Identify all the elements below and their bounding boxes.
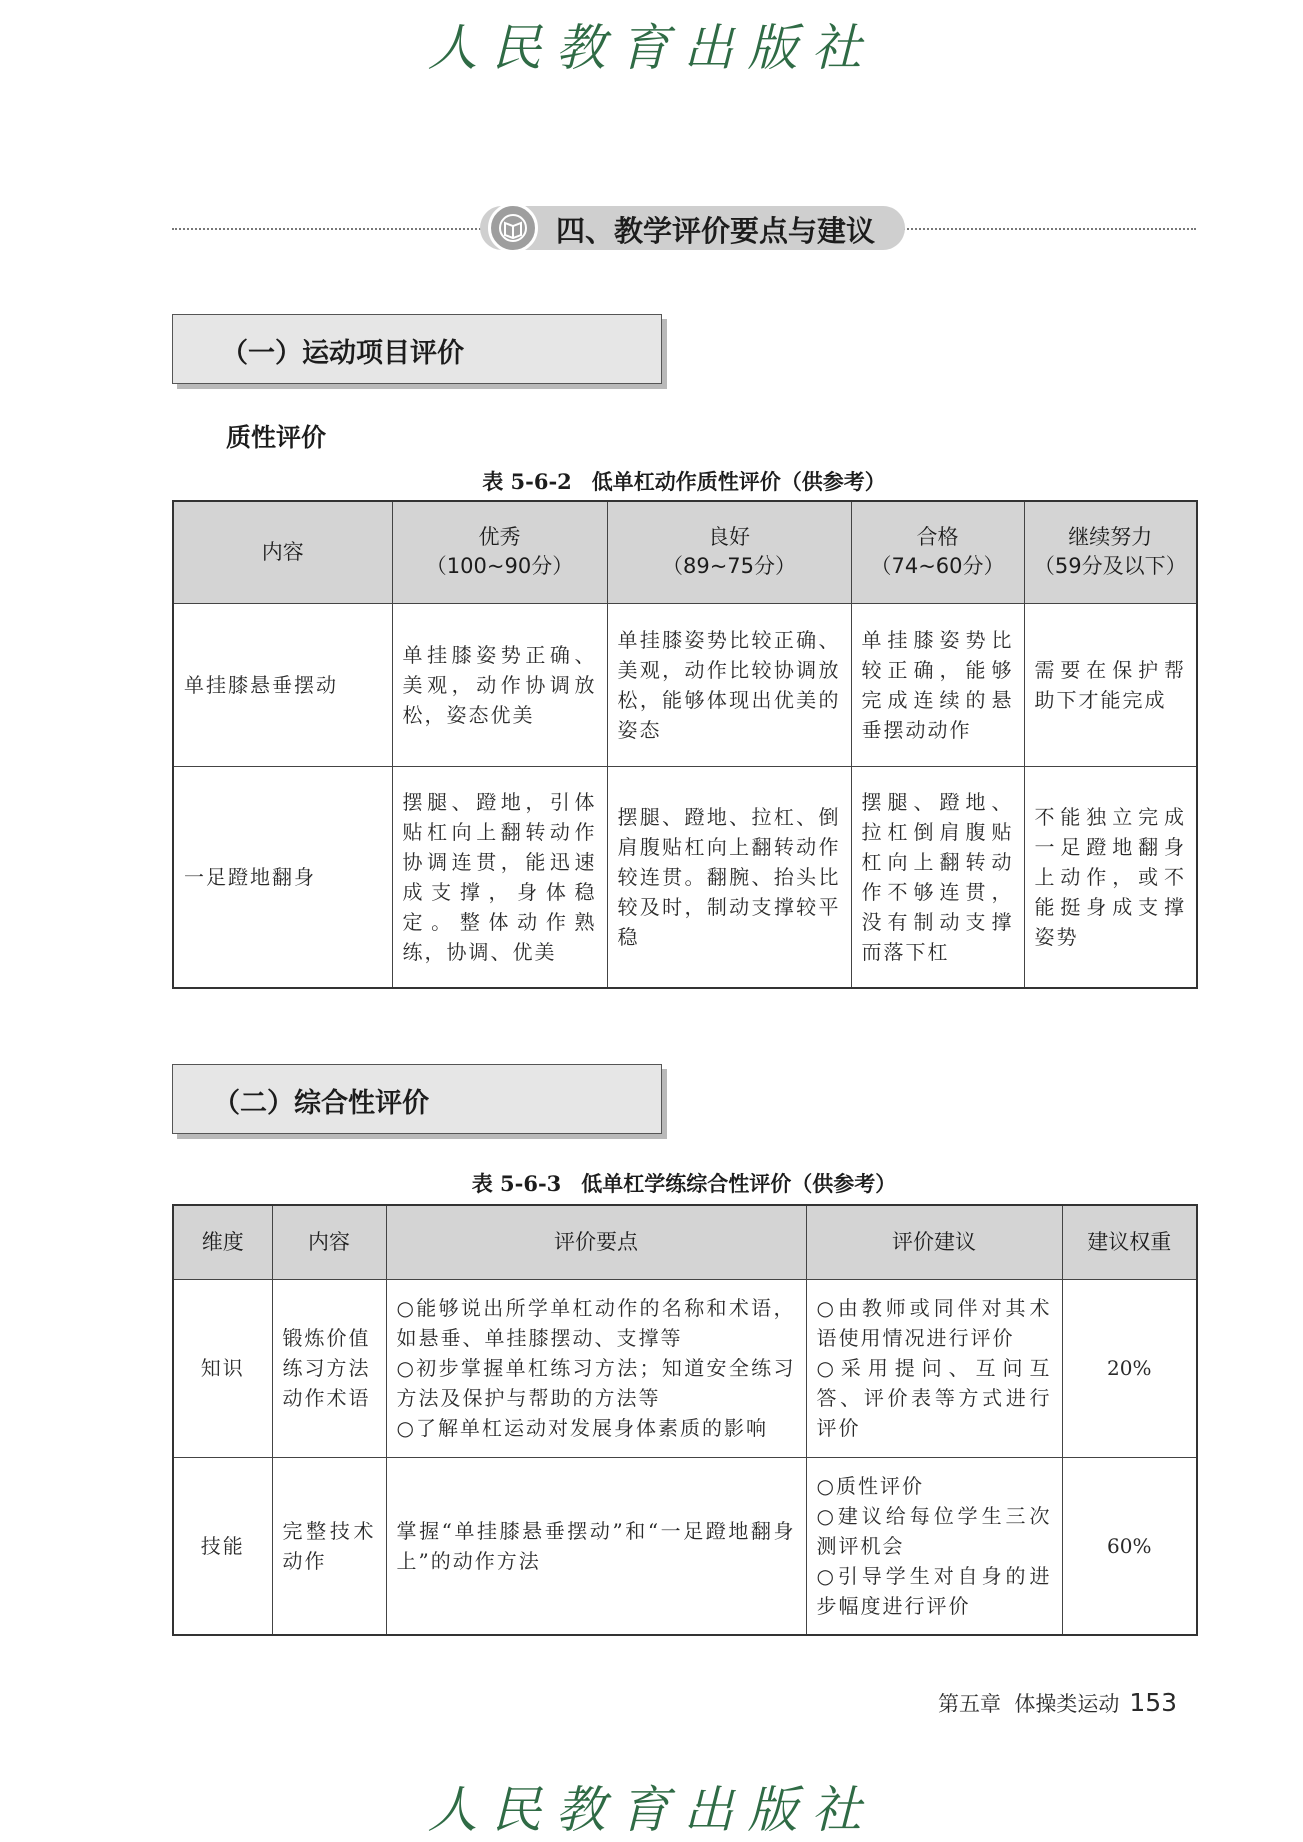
header-label: 良好 xyxy=(708,525,750,550)
subsection-title: （一）运动项目评价 xyxy=(221,338,464,369)
book-icon xyxy=(488,203,538,253)
table-caption xyxy=(172,466,1196,496)
content-cell: 锻炼价值 练习方法 动作术语 xyxy=(272,1279,386,1457)
header-cell: 建议权重 xyxy=(1062,1205,1197,1279)
header-cell: 评价建议 xyxy=(806,1205,1062,1279)
page-number: 153 xyxy=(1129,1688,1178,1717)
pass-cell: 摆腿、蹬地、拉杠倒肩腹贴杠向上翻转动作不够连贯，没有制动支撑而落下杠 xyxy=(851,766,1024,988)
header-score-range: （100~90分） xyxy=(425,554,574,579)
pass-cell: 单挂膝姿势比较正确，能够完成连续的悬垂摆动动作 xyxy=(851,603,1024,766)
excellent-cell: 摆腿、蹬地，引体贴杠向上翻转动作协调连贯，能迅速成支撑，身体稳定。整体动作熟练，协调、优美 xyxy=(392,766,607,988)
suggestions-cell: ○质性评价 ○建议给每位学生三次测评机会 ○引导学生对自身的进步幅度进行评价 xyxy=(806,1457,1062,1635)
good-cell: 摆腿、蹬地、拉杠、倒肩腹贴杠向上翻转动作较连贯。翻腕、抬头比较及时，制动支撑较平稳 xyxy=(607,766,851,988)
header-score-range: （74~60分） xyxy=(870,554,1005,579)
header-label: 优秀 xyxy=(478,525,521,550)
publisher-logo-bottom: 人民教育出版社 xyxy=(427,1781,876,1839)
dimension-cell: 知识 xyxy=(173,1279,272,1457)
weight-cell: 60% xyxy=(1062,1457,1197,1635)
points-cell: ○能够说出所学单杠动作的名称和术语，如悬垂、单挂膝摆动、支撑等 ○初步掌握单杠练习方法；知道安全练习方法及保护与帮助的方法等 ○了解单杠运动对发展身体素质的影响 xyxy=(386,1279,806,1457)
content-cell: 完整技术动作 xyxy=(272,1457,386,1635)
table-header-row xyxy=(173,1205,1197,1279)
table-row xyxy=(173,1457,1197,1635)
effort-cell: 需要在保护帮助下才能完成 xyxy=(1024,603,1197,766)
header-cell xyxy=(173,501,392,603)
section-title: 四、教学评价要点与建议 xyxy=(556,214,876,248)
points-cell: 掌握“单挂膝悬垂摆动”和“一足蹬地翻身上”的动作方法 xyxy=(386,1457,806,1635)
header-label: 内容 xyxy=(261,539,304,564)
table-row xyxy=(173,766,1197,988)
subsection-header-sport-evaluation xyxy=(172,314,662,384)
suggestions-cell: ○由教师或同伴对其术语使用情况进行评价 ○采用提问、互问互答、评价表等方式进行评价 xyxy=(806,1279,1062,1457)
qualitative-heading: 质性评价 xyxy=(226,423,327,452)
table-title: 低单杠动作质性评价（供参考） xyxy=(591,470,886,494)
header-cell xyxy=(851,501,1024,603)
header-cell xyxy=(607,501,851,603)
header-score-range: （59分及以下） xyxy=(1033,554,1187,579)
header-cell xyxy=(392,501,607,603)
good-cell: 单挂膝姿势比较正确、美观，动作比较协调放松，能够体现出优美的姿态 xyxy=(607,603,851,766)
dimension-cell: 技能 xyxy=(173,1457,272,1635)
subsection-header-comprehensive-evaluation xyxy=(172,1064,662,1134)
excellent-cell: 单挂膝姿势正确、美观，动作协调放松，姿态优美 xyxy=(392,603,607,766)
table-header-row xyxy=(173,501,1197,603)
weight-cell: 20% xyxy=(1062,1279,1197,1457)
header-label: 合格 xyxy=(916,525,959,550)
table-row xyxy=(173,603,1197,766)
subsection-title: （二）综合性评价 xyxy=(213,1088,429,1119)
header-cell: 评价要点 xyxy=(386,1205,806,1279)
table-number: 表 5-6-2 xyxy=(482,469,572,494)
publisher-logo-top: 人民教育出版社 xyxy=(427,19,876,77)
header-cell xyxy=(1024,501,1197,603)
content-cell: 一足蹬地翻身 xyxy=(173,766,392,988)
table-number: 表 5-6-3 xyxy=(471,1171,562,1196)
comprehensive-evaluation-table xyxy=(172,1204,1198,1636)
effort-cell: 不能独立完成一足蹬地翻身上动作，或不能挺身成支撑姿势 xyxy=(1024,766,1197,988)
table-title: 低单杠学练综合性评价（供参考） xyxy=(581,1172,897,1196)
table-row xyxy=(173,1279,1197,1457)
content-cell: 单挂膝悬垂摆动 xyxy=(173,603,392,766)
chapter-number: 第五章 xyxy=(938,1692,1001,1716)
qualitative-evaluation-table xyxy=(172,500,1198,989)
chapter-title: 体操类运动 xyxy=(1014,1692,1120,1716)
header-score-range: （89~75分） xyxy=(661,554,797,579)
table-caption xyxy=(172,1168,1196,1198)
header-cell: 内容 xyxy=(272,1205,386,1279)
page-footer xyxy=(938,1688,1177,1718)
header-label: 继续努力 xyxy=(1068,525,1153,550)
header-cell: 维度 xyxy=(173,1205,272,1279)
